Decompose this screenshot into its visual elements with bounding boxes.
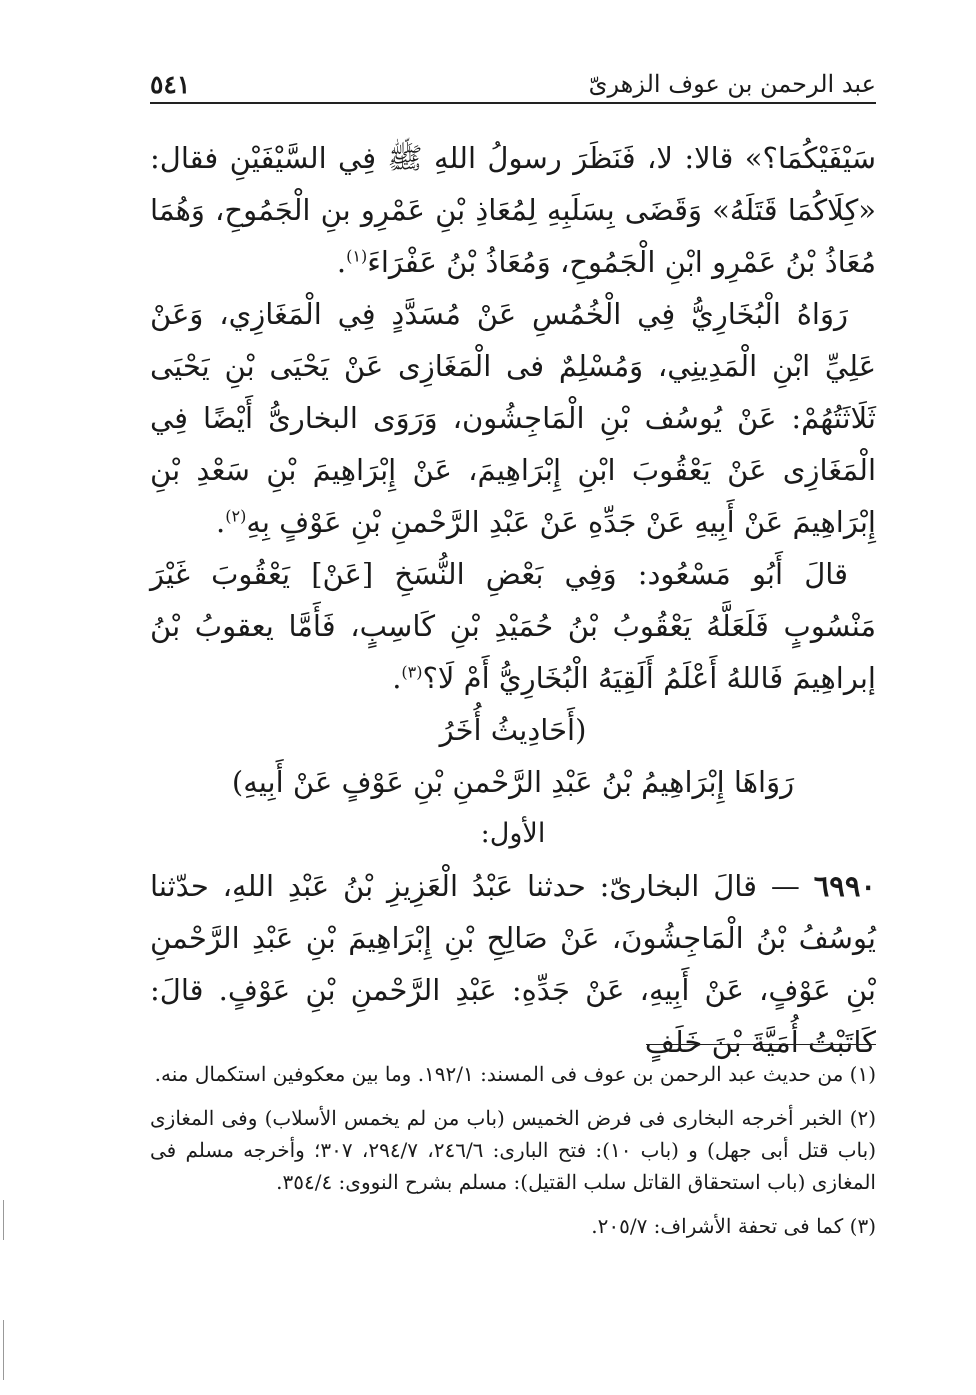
paragraph-1-text: سَيْفَيْكُمَا؟» قالا: لا، فَنَظَرَ رسولُ اللهِ ﷺ فِي السَّيْفَيْنِ فقال: «كِلَاكُمَا قَتَلَهُ» وَقَضَى بِسَلَبِهِ لِمُعَاذِ بْنِ عَمْرِو بنِ الْجَمُوحِ، وَهُمَا مُعَاذُ بْنُ عَمْرِو ابْنِ الْجَمُوحِ، وَمُعَاذُ بْنُ عَفْرَاءَ: [150, 141, 876, 279]
section-subheading: رَوَاهَا إِبْرَاهِيمُ بْنُ عَبْدِ الرَّحْمنِ بْنِ عَوْفٍ عَنْ أَبِيهِ): [231, 765, 795, 799]
running-title: عبد الرحمن بن عوف الزهرىّ: [588, 70, 876, 98]
footnote-ref-3: (٣): [401, 662, 423, 682]
paragraph-1-end: .: [336, 245, 347, 279]
main-text: [150, 132, 876, 1068]
hadith-text: — قالَ البخارىّ: حدثنا عَبْدُ الْعَزِيزِ بْنُ عَبْدِ اللهِ، حدّثنا يُوسُفُ بْنُ الْمَاجِشُونَ، عَنْ صَالِحِ بْنِ إِبْرَاهِيمَ بْنِ عَبْدِ الرَّحْمنِ بْنِ عَوْفٍ، عَنْ أَبِيهِ، عَنْ جَدِّهِ: عَبْدِ الرَّحْمنِ بْنِ عَوْفٍ. قالَ: كَاتَبْتُ أُمَيَّةَ بْنَ خَلَفٍ: [150, 869, 876, 1059]
section-label-first: الأول:: [480, 818, 546, 849]
footnote-ref-1: (١): [346, 246, 368, 266]
paragraph-3-end: .: [392, 661, 402, 695]
footnote-ref-2: (٢): [225, 506, 247, 526]
scan-edge-mark: [3, 1320, 4, 1380]
footnote-1: (١) من حديث عبد الرحمن بن عوف فى المسند: ١٩٢/١. وما بين معكوفين استكمال منه.: [154, 1062, 876, 1086]
hadith-paragraph: [150, 860, 876, 1068]
footnote-3: (٣) كما فى تحفة الأشراف: ٢٠٥/٧.: [591, 1214, 876, 1238]
page-number: ٥٤١: [150, 69, 191, 99]
paragraph-2: [150, 288, 876, 548]
scan-edge-mark: [3, 1200, 4, 1240]
footnote-2: (٢) الخبر أخرجه البخارى فى فرض الخميس (باب من لم يخمس الأسلاب) وفى المغازى (باب قتل أبى جهل) و (باب ١٠): فتح البارى: ٢٤٦/٦، ٢٩٤/٧، ٣٠٧؛ وأخرجه مسلم فى المغازى (باب استحقاق القاتل سلب القتيل): مسلم بشرح النووى: ٣٥٤/٤.: [150, 1106, 877, 1194]
section-heading: (أَحَادِيثُ أُخَرُ: [439, 713, 587, 747]
paragraph-3-text: قالَ أَبُو مَسْعُود: وَفِي بَعْضِ النُّسَخِ [عَنْ] يَعْقُوبَ غَيْرَ مَنْسُوبٍ فَلَعَلَّهُ يَعْقُوبُ بْنُ حُمَيْدِ بْنِ كَاسِبٍ، فَأَمَّا يعقوبُ بْنُ إبراهِيمَ فَاللهُ أَعْلَمُ أَلَقِيَهُ الْبُخَارِيُّ أَمْ لَا؟: [150, 557, 876, 695]
paragraph-2-end: .: [216, 505, 226, 539]
hadith-number: ٦٩٩٠: [813, 869, 876, 903]
header-rule: [150, 102, 876, 104]
paragraph-2-text: رَوَاهُ الْبُخَارِيُّ فِي الْخُمُسِ عَنْ مُسَدَّدٍ فِي الْمَغَازِي، وَعَنْ عَلِيِّ ابْنِ الْمَدِينِي، وَمُسْلِمٌ فى الْمَغَازِى عَنْ يَحْيَى بْنِ يَحْيَى ثَلَاثَتُهُمْ: عَنْ يُوسُف بْنِ الْمَاجِشُون، وَرَوَى البخارىُّ أَيْضًا فِي الْمَغَازِى عَنْ يَعْقُوبَ ابْنِ إِبْرَاهِيمَ، عَنْ إِبْرَاهِيمَ بْنِ سَعْدِ بْنِ إِبْرَاهِيمَ عَنْ أَبِيهِ عَنْ جَدِّهِ عَنْ عَبْدِ الرَّحْمنِ بْنِ عَوْفٍ بِهِ: [150, 297, 876, 539]
paragraph-3: [150, 548, 876, 704]
page-header: [150, 62, 876, 106]
footnotes: [150, 1058, 876, 1254]
footnote-rule: [646, 1044, 876, 1045]
paragraph-1: [150, 132, 876, 288]
